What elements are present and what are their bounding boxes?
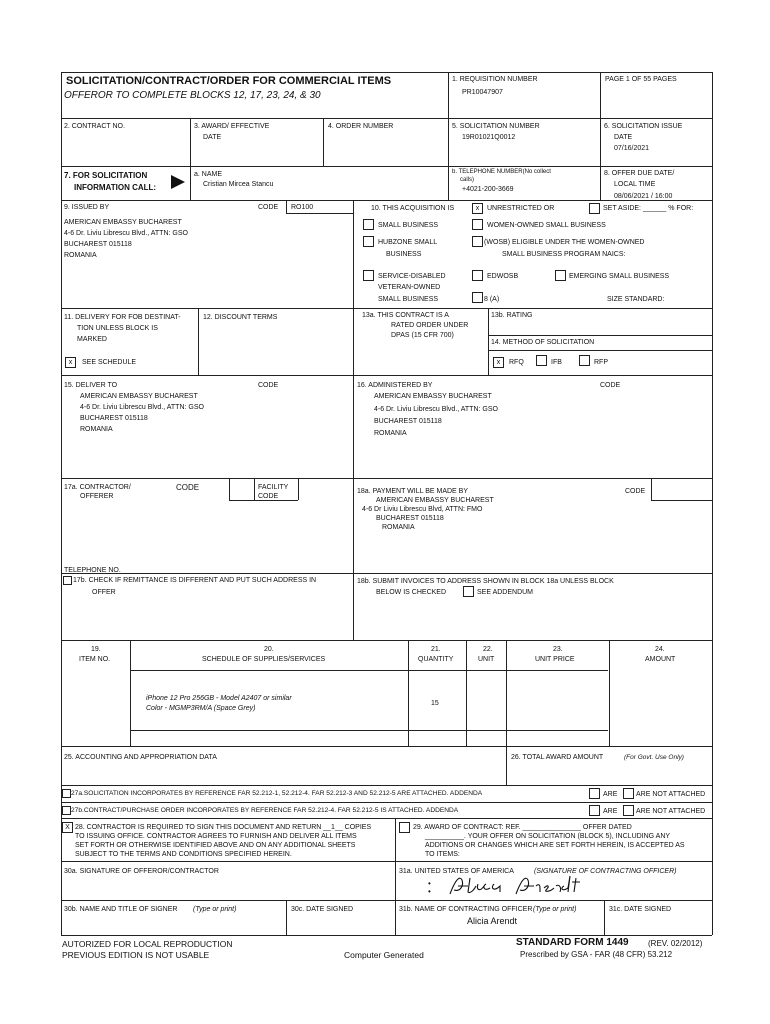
edwosb-label: EDWOSB	[487, 273, 519, 280]
rfp-checkbox[interactable]	[579, 355, 590, 366]
remittance-checkbox[interactable]	[63, 576, 72, 585]
offer-due-label: 8. OFFER DUE DATE/	[604, 170, 675, 177]
sdvosb-label-3: SMALL BUSINESS	[378, 296, 439, 303]
page-count: PAGE 1 OF 55 PAGES	[605, 76, 677, 83]
contract-no-label: 2. CONTRACT NO.	[64, 123, 125, 130]
acquisition-label: 10. THIS ACQUISITION IS	[371, 205, 455, 212]
unrestricted-label: UNRESTRICTED OR	[487, 205, 555, 212]
submit-invoices-label-2: BELOW IS CHECKED	[376, 589, 447, 596]
set-aside-checkbox[interactable]	[589, 203, 600, 214]
administered-by-code-label: CODE	[600, 382, 621, 389]
hubzone-label: HUBZONE SMALL	[378, 239, 438, 246]
form-subtitle: OFFEROR TO COMPLETE BLOCKS 12, 17, 23, 24, & 30	[64, 90, 321, 101]
col-unit-num: 22.	[483, 646, 493, 653]
delivery-label-3: MARKED	[77, 336, 107, 343]
dpas-label: 13a. THIS CONTRACT IS A	[362, 312, 449, 319]
clause-28-line-4: SUBJECT TO THE TERMS AND CONDITIONS SPECIFIED HEREIN.	[75, 851, 292, 858]
dpas-label-2: RATED ORDER UNDER	[391, 322, 469, 329]
unrestricted-checkbox[interactable]: x	[472, 203, 483, 214]
total-award-note: (For Govt. Use Only)	[624, 754, 684, 761]
payment-code-label: CODE	[625, 488, 646, 495]
ifb-label: IFB	[551, 359, 562, 366]
payment-address-2: 4-6 Dr Liviu Librescu Blvd, ATTN: FMO	[362, 506, 483, 513]
deliver-to-label: 15. DELIVER TO	[64, 382, 118, 389]
clause-27b-are-checkbox[interactable]	[589, 805, 600, 816]
emerging-label: EMERGING SMALL BUSINESS	[569, 273, 670, 280]
telephone-no-label: TELEPHONE NO.	[64, 567, 121, 574]
set-aside-label: SET ASIDE: ______ % FOR:	[603, 205, 694, 212]
contractor-label-2: OFFERER	[80, 493, 114, 500]
col-unit-price-num: 23.	[553, 646, 563, 653]
clause-27b-not-checkbox[interactable]	[623, 805, 634, 816]
contact-name-label: a. NAME	[194, 171, 223, 178]
accounting-label: 25. ACCOUNTING AND APPROPRIATION DATA	[64, 754, 217, 761]
us-signature-note: (SIGNATURE OF CONTRACTING OFFICER)	[534, 868, 677, 875]
arrow-right-icon	[171, 175, 185, 189]
sdvosb-checkbox[interactable]	[363, 270, 374, 281]
payment-address-3: BUCHAREST 015118	[376, 515, 444, 522]
bullet-icon-2: •	[428, 887, 431, 896]
col-amount-num: 24.	[655, 646, 665, 653]
wosb-eligible-checkbox[interactable]	[472, 236, 483, 247]
sdvosb-label-2: VETERAN-OWNED	[378, 284, 441, 291]
remittance-label: 17b. CHECK IF REMITTANCE IS DIFFERENT AND PUT SUCH ADDRESS IN	[73, 577, 317, 584]
info-call-label: 7. FOR SOLICITATION	[64, 171, 148, 180]
col-item-no: ITEM NO.	[79, 656, 111, 663]
see-schedule-checkbox[interactable]: x	[65, 357, 76, 368]
info-call-label-2: INFORMATION CALL:	[74, 183, 157, 192]
footer-edition: PREVIOUS EDITION IS NOT USABLE	[62, 950, 210, 960]
contractor-label: 17a. CONTRACTOR/	[64, 484, 131, 491]
col-amount: AMOUNT	[645, 656, 676, 663]
clause-28-line-1: 28. CONTRACTOR IS REQUIRED TO SIGN THIS DOCUMENT AND RETURN __1__ COPIES	[75, 824, 372, 831]
hubzone-label-2: BUSINESS	[386, 251, 422, 258]
clause-27a-checkbox[interactable]	[62, 789, 71, 798]
telephone-label: b. TELEPHONE NUMBER(No collect	[452, 169, 551, 175]
delivery-label: 11. DELIVERY FOR FOB DESTINAT-	[64, 314, 181, 321]
form-title: SOLICITATION/CONTRACT/ORDER FOR COMMERCIAL ITEMS	[66, 75, 392, 87]
size-standard-label: SIZE STANDARD:	[607, 296, 665, 303]
deliver-to-address-4: ROMANIA	[80, 426, 113, 433]
award-date-label-2: DATE	[203, 134, 222, 141]
discount-terms-label: 12. DISCOUNT TERMS	[203, 314, 278, 321]
addendum-label: SEE ADDENDUM	[477, 589, 534, 596]
administered-by-address-2: 4-6 Dr. Liviu Librescu Blvd., ATTN: GSO	[374, 406, 498, 413]
eight-a-checkbox[interactable]	[472, 292, 483, 303]
clause-27a-are-checkbox[interactable]	[589, 788, 600, 799]
col-unit: UNIT	[478, 656, 495, 663]
sdvosb-label: SERVICE-DISABLED	[378, 273, 446, 280]
clause-27b-are: ARE	[603, 808, 618, 815]
emerging-checkbox[interactable]	[555, 270, 566, 281]
addendum-checkbox[interactable]	[463, 586, 474, 597]
contracting-officer-signature	[446, 874, 586, 903]
contractor-code-label: CODE	[176, 483, 200, 492]
offeror-signature-label: 30a. SIGNATURE OF OFFEROR/CONTRACTOR	[64, 868, 219, 875]
deliver-to-address-3: BUCHAREST 015118	[80, 415, 148, 422]
deliver-to-address-2: 4-6 Dr. Liviu Librescu Blvd., ATTN: GSO	[80, 404, 204, 411]
issued-by-address-3: BUCHAREST 015118	[64, 241, 132, 248]
contact-name: Cristian Mircea Stancu	[203, 181, 274, 188]
clause-27a-label: 27a.SOLICITATION INCORPORATES BY REFERENCE FAR 52.212-1, 52.212-4. FAR 52.212-3 AND 52.212-5 ARE ATTACHED. ADDENDA	[71, 790, 483, 797]
wosb-label: WOMEN-OWNED SMALL BUSINESS	[487, 222, 606, 229]
see-schedule-label: SEE SCHEDULE	[82, 359, 137, 366]
signature-scribble-icon	[446, 874, 586, 898]
edwosb-checkbox[interactable]	[472, 270, 483, 281]
item-description-1: iPhone 12 Pro 256GB - Model A2407 or similar	[146, 695, 292, 702]
clause-27a-are: ARE	[603, 791, 618, 798]
deliver-to-code-label: CODE	[258, 382, 279, 389]
ifb-checkbox[interactable]	[536, 355, 547, 366]
requisition-label: 1. REQUISITION NUMBER	[452, 76, 538, 83]
clause-29-checkbox[interactable]	[399, 822, 410, 833]
col-unit-price: UNIT PRICE	[535, 656, 575, 663]
small-business-checkbox[interactable]	[363, 219, 374, 230]
requisition-number: PR10047907	[462, 89, 503, 96]
issued-by-label: 9. ISSUED BY	[64, 204, 110, 211]
clause-27a-not-checkbox[interactable]	[623, 788, 634, 799]
dpas-label-3: DPAS (15 CFR 700)	[391, 332, 454, 339]
clause-29-line-2: __________. YOUR OFFER ON SOLICITATION (BLOCK 5), INCLUDING ANY	[425, 833, 671, 840]
facility-code-label: FACILITY	[258, 484, 289, 491]
clause-29-line-1: 29. AWARD OF CONTRACT: REF. _______________ OFFER DATED	[413, 824, 632, 831]
wosb-checkbox[interactable]	[472, 219, 483, 230]
col-schedule-num: 20.	[264, 646, 274, 653]
rfq-checkbox[interactable]: x	[493, 357, 504, 368]
method-label: 14. METHOD OF SOLICITATION	[491, 339, 595, 346]
officer-date-label: 31c. DATE SIGNED	[609, 906, 672, 913]
wosb-program-label: SMALL BUSINESS PROGRAM NAICS:	[502, 251, 626, 258]
facility-code-label-2: CODE	[258, 493, 279, 500]
clause-27a-not-attached: ARE NOT ATTACHED	[636, 791, 706, 798]
standard-form-label: STANDARD FORM 1449	[516, 937, 629, 948]
item-quantity: 15	[431, 700, 439, 707]
solicitation-issue-label-2: DATE	[614, 134, 633, 141]
col-quantity: QUANTITY	[418, 656, 454, 663]
solicitation-number-label: 5. SOLICITATION NUMBER	[452, 123, 540, 130]
remittance-label-2: OFFER	[92, 589, 116, 596]
clause-28-line-2: TO ISSUING OFFICE. CONTRACTOR AGREES TO FURNISH AND DELIVER ALL ITEMS	[75, 833, 357, 840]
administered-by-label: 16. ADMINISTERED BY	[357, 382, 433, 389]
total-award-label: 26. TOTAL AWARD AMOUNT	[511, 754, 604, 761]
signer-name-label: 30b. NAME AND TITLE OF SIGNER	[64, 906, 178, 913]
contracting-officer-note: (Type or print)	[533, 906, 577, 913]
prescribed-by: Prescribed by GSA - FAR (48 CFR) 53.212	[520, 950, 673, 959]
telephone-number: +4021-200-3669	[462, 186, 514, 193]
col-item-no-num: 19.	[91, 646, 101, 653]
order-number-label: 4. ORDER NUMBER	[328, 123, 394, 130]
clause-27b-checkbox[interactable]	[62, 806, 71, 815]
standard-form-rev: (REV. 02/2012)	[648, 939, 703, 948]
signer-name-note: (Type or print)	[193, 906, 237, 913]
clause-28-line-3: SET FORTH OR OTHERWISE IDENTIFIED ABOVE AND ON ANY ADDITIONAL SHEETS	[75, 842, 356, 849]
offer-due-label-2: LOCAL TIME	[614, 181, 656, 188]
administered-by-address-3: BUCHAREST 015118	[374, 418, 442, 425]
solicitation-number: 19R01021Q0012	[462, 134, 516, 141]
issued-by-code: RO100	[291, 204, 314, 211]
issued-by-address-2: 4-6 Dr. Liviu Librescu Blvd., ATTN: GSO	[64, 230, 188, 237]
footer-computer-generated: Computer Generated	[344, 950, 424, 960]
offer-due-date: 08/06/2021 / 16:00	[614, 193, 673, 200]
administered-by-address-4: ROMANIA	[374, 430, 407, 437]
administered-by-address-1: AMERICAN EMBASSY BUCHAREST	[374, 393, 492, 400]
clause-27b-not-attached: ARE NOT ATTACHED	[636, 808, 706, 815]
small-business-label: SMALL BUSINESS	[378, 222, 439, 229]
rfq-label: RFQ	[509, 359, 524, 366]
solicitation-issue-label: 6. SOLICITATION ISSUE	[604, 123, 683, 130]
issued-by-address-4: ROMANIA	[64, 252, 97, 259]
issued-by-code-label: CODE	[258, 204, 279, 211]
us-signature-label: 31a. UNITED STATES OF AMERICA	[399, 868, 514, 875]
contracting-officer-name: Alicia Arendt	[467, 916, 518, 926]
wosb-eligible-label: (WOSB) ELIGIBLE UNDER THE WOMEN-OWNED	[484, 239, 645, 246]
payment-address-1: AMERICAN EMBASSY BUCHAREST	[376, 497, 494, 504]
rfp-label: RFP	[594, 359, 608, 366]
deliver-to-address-1: AMERICAN EMBASSY BUCHAREST	[80, 393, 198, 400]
payment-label: 18a. PAYMENT WILL BE MADE BY	[357, 488, 468, 495]
eight-a-label: 8 (A)	[484, 296, 500, 303]
contracting-officer-label: 31b. NAME OF CONTRACTING OFFICER	[399, 906, 533, 913]
delivery-label-2: TION UNLESS BLOCK IS	[77, 325, 158, 332]
issued-by-address-1: AMERICAN EMBASSY BUCHAREST	[64, 219, 182, 226]
clause-27b-label: 27b.CONTRACT/PURCHASE ORDER INCORPORATES BY REFERENCE FAR 52.212-4. FAR 52.212-5 IS ATTACHED. ADDENDA	[71, 807, 459, 814]
col-schedule: SCHEDULE OF SUPPLIES/SERVICES	[202, 656, 326, 663]
rating-label: 13b. RATING	[491, 312, 533, 319]
award-date-label: 3. AWARD/ EFFECTIVE	[194, 123, 270, 130]
offeror-date-label: 30c. DATE SIGNED	[291, 906, 354, 913]
footer-reproduction: AUTORIZED FOR LOCAL REPRODUCTION	[62, 939, 233, 949]
clause-28-checkbox[interactable]: X	[62, 822, 73, 833]
col-quantity-num: 21.	[431, 646, 441, 653]
hubzone-checkbox[interactable]	[363, 236, 374, 247]
clause-29-line-4: TO ITEMS:	[425, 851, 460, 858]
submit-invoices-label: 18b. SUBMIT INVOICES TO ADDRESS SHOWN IN BLOCK 18a UNLESS BLOCK	[357, 578, 614, 585]
telephone-label-2: calls)	[460, 177, 475, 183]
bullet-icon: •	[428, 879, 431, 888]
solicitation-issue-date: 07/16/2021	[614, 145, 650, 152]
clause-29-line-3: ADDITIONS OR CHANGES WHICH ARE SET FORTH HEREIN, IS ACCEPTED AS	[425, 842, 685, 849]
payment-address-4: ROMANIA	[382, 524, 415, 531]
item-description-2: Color - MGMP3RM/A (Space Grey)	[146, 705, 256, 712]
